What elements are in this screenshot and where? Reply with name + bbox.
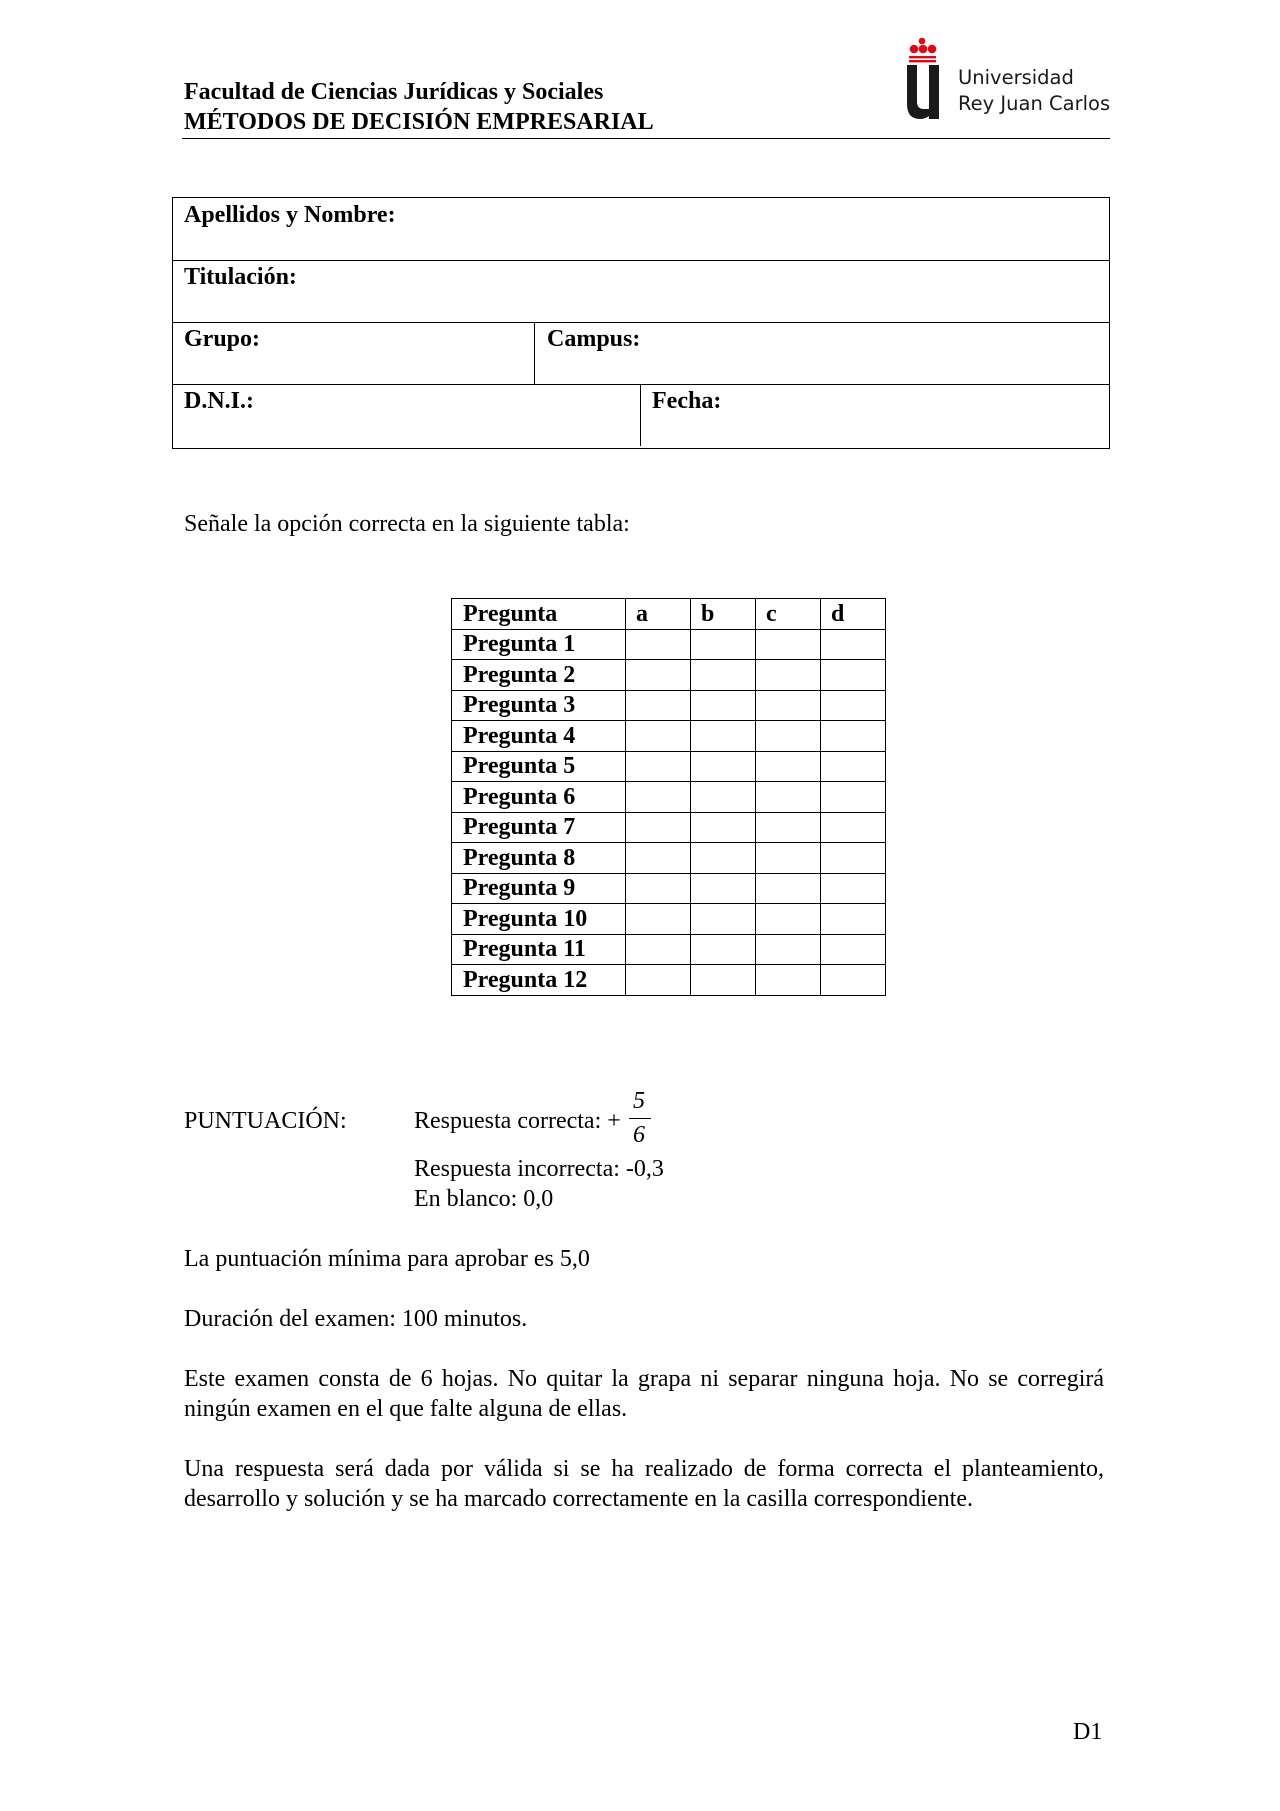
- fraction-denominator: 6: [633, 1122, 645, 1148]
- answer-cell-c[interactable]: [756, 782, 821, 813]
- answer-cell-b[interactable]: [691, 843, 756, 874]
- table-row: [452, 843, 886, 874]
- table-row: [452, 904, 886, 935]
- sheets-note: Este examen consta de 6 hojas. No quitar la grapa ni separar ninguna hoja. No se corregirá ningún examen en el que falte alguna de ellas.: [184, 1366, 1104, 1422]
- answer-cell-d[interactable]: [821, 843, 886, 874]
- answer-cell-a[interactable]: [626, 965, 691, 996]
- table-row: [452, 782, 886, 813]
- header-question: Pregunta: [452, 599, 626, 630]
- header-option-b: b: [691, 599, 756, 630]
- answer-cell-c[interactable]: [756, 690, 821, 721]
- degree-label: Titulación:: [184, 264, 297, 290]
- answer-cell-c[interactable]: [756, 904, 821, 935]
- answer-cell-a[interactable]: [626, 660, 691, 691]
- question-label: Pregunta 2: [452, 660, 626, 691]
- answer-cell-d[interactable]: [821, 690, 886, 721]
- header-option-d: d: [821, 599, 886, 630]
- answer-cell-a[interactable]: [626, 782, 691, 813]
- scoring-label: PUNTUACIÓN:: [184, 1108, 347, 1134]
- id-date-row: [173, 384, 1109, 446]
- answer-cell-a[interactable]: [626, 812, 691, 843]
- table-row: [452, 873, 886, 904]
- fraction-bar: [629, 1118, 651, 1119]
- campus-label: Campus:: [547, 326, 641, 352]
- group-campus-row: [173, 322, 1109, 385]
- correct-answer-score: Respuesta correcta: +: [414, 1108, 621, 1134]
- answer-cell-d[interactable]: [821, 934, 886, 965]
- faculty-name: Facultad de Ciencias Jurídicas y Sociales: [184, 79, 604, 105]
- answer-cell-d[interactable]: [821, 721, 886, 752]
- answer-cell-c[interactable]: [756, 721, 821, 752]
- table-row: [452, 690, 886, 721]
- correct-score-fraction: [629, 1087, 651, 1149]
- course-title: MÉTODOS DE DECISIÓN EMPRESARIAL: [184, 109, 654, 135]
- answer-cell-a[interactable]: [626, 843, 691, 874]
- group-campus-divider: [534, 322, 535, 384]
- crown-icon: [909, 38, 936, 63]
- answer-cell-d[interactable]: [821, 873, 886, 904]
- group-label: Grupo:: [184, 326, 261, 352]
- answer-cell-b[interactable]: [691, 660, 756, 691]
- answer-cell-b[interactable]: [691, 690, 756, 721]
- answer-cell-c[interactable]: [756, 934, 821, 965]
- logo-text-universidad: Universidad: [958, 66, 1074, 89]
- table-row: [452, 751, 886, 782]
- answer-cell-b[interactable]: [691, 934, 756, 965]
- answer-cell-c[interactable]: [756, 873, 821, 904]
- answer-cell-a[interactable]: [626, 751, 691, 782]
- answer-cell-b[interactable]: [691, 812, 756, 843]
- question-label: Pregunta 9: [452, 873, 626, 904]
- table-row: [452, 721, 886, 752]
- header-divider: [182, 138, 1110, 139]
- answer-cell-b[interactable]: [691, 721, 756, 752]
- fraction-numerator: 5: [633, 1088, 645, 1114]
- answer-cell-c[interactable]: [756, 629, 821, 660]
- header-option-a: a: [626, 599, 691, 630]
- answer-cell-b[interactable]: [691, 873, 756, 904]
- answer-cell-d[interactable]: [821, 660, 886, 691]
- validity-note: Una respuesta será dada por válida si se ha realizado de forma correcta el planteamiento, desarrollo y solución y se ha marcado correctamente en la casilla correspondiente.: [184, 1456, 1104, 1512]
- id-label: D.N.I.:: [184, 388, 254, 414]
- table-row: [452, 629, 886, 660]
- answer-instruction: Señale la opción correcta en la siguiente tabla:: [184, 511, 630, 537]
- name-label: Apellidos y Nombre:: [184, 202, 396, 228]
- answer-cell-a[interactable]: [626, 904, 691, 935]
- answer-cell-c[interactable]: [756, 843, 821, 874]
- question-label: Pregunta 3: [452, 690, 626, 721]
- answer-cell-b[interactable]: [691, 751, 756, 782]
- answer-cell-d[interactable]: [821, 904, 886, 935]
- question-label: Pregunta 7: [452, 812, 626, 843]
- answer-cell-a[interactable]: [626, 690, 691, 721]
- question-label: Pregunta 5: [452, 751, 626, 782]
- answer-cell-b[interactable]: [691, 629, 756, 660]
- answer-cell-c[interactable]: [756, 751, 821, 782]
- answer-cell-a[interactable]: [626, 629, 691, 660]
- answer-cell-d[interactable]: [821, 629, 886, 660]
- question-label: Pregunta 4: [452, 721, 626, 752]
- answer-cell-d[interactable]: [821, 812, 886, 843]
- student-info-form: [172, 197, 1110, 449]
- table-row: [452, 965, 886, 996]
- question-label: Pregunta 6: [452, 782, 626, 813]
- question-label: Pregunta 10: [452, 904, 626, 935]
- answer-cell-d[interactable]: [821, 782, 886, 813]
- answer-cell-a[interactable]: [626, 934, 691, 965]
- logo-text-rey-juan-carlos: Rey Juan Carlos: [958, 92, 1111, 115]
- answer-cell-b[interactable]: [691, 782, 756, 813]
- table-row: [452, 812, 886, 843]
- id-date-divider: [640, 384, 641, 446]
- question-label: Pregunta 12: [452, 965, 626, 996]
- answer-cell-d[interactable]: [821, 965, 886, 996]
- university-logo: [900, 36, 1115, 120]
- blank-answer-score: En blanco: 0,0: [414, 1186, 554, 1212]
- degree-row[interactable]: [173, 260, 1109, 323]
- date-label: Fecha:: [652, 388, 722, 414]
- table-row: [452, 934, 886, 965]
- question-label: Pregunta 11: [452, 934, 626, 965]
- answer-cell-b[interactable]: [691, 965, 756, 996]
- answer-table: [451, 598, 886, 996]
- table-row: [452, 660, 886, 691]
- answer-table-header: [452, 599, 886, 630]
- answer-cell-a[interactable]: [626, 721, 691, 752]
- question-label: Pregunta 1: [452, 629, 626, 660]
- header-option-c: c: [756, 599, 821, 630]
- answer-cell-c[interactable]: [756, 965, 821, 996]
- answer-cell-a[interactable]: [626, 873, 691, 904]
- answer-cell-b[interactable]: [691, 904, 756, 935]
- incorrect-answer-score: Respuesta incorrecta: -0,3: [414, 1156, 664, 1182]
- pass-threshold: La puntuación mínima para aprobar es 5,0: [184, 1246, 590, 1272]
- question-label: Pregunta 8: [452, 843, 626, 874]
- answer-cell-c[interactable]: [756, 660, 821, 691]
- name-row[interactable]: [173, 198, 1109, 261]
- page-code: D1: [1073, 1719, 1103, 1745]
- exam-duration: Duración del examen: 100 minutos.: [184, 1306, 528, 1332]
- urjc-emblem-icon: [900, 36, 960, 120]
- answer-cell-d[interactable]: [821, 751, 886, 782]
- answer-cell-c[interactable]: [756, 812, 821, 843]
